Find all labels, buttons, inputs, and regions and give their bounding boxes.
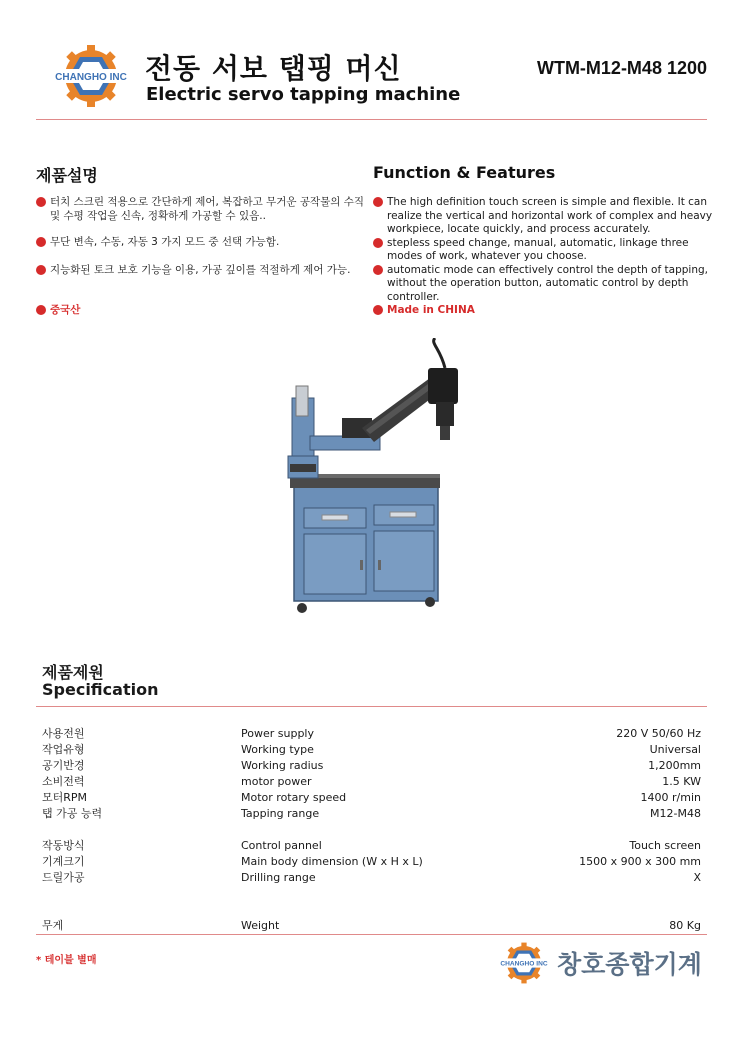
description-heading-ko: 제품설명: [36, 166, 98, 185]
spec-value: 220 V 50/60 Hz: [616, 727, 701, 740]
feature-text: The high definition touch screen is simple and flexible. It can realize the vertical and horizontal work of complex and heavy workpiece, locate quickly, and process accurately.: [387, 196, 713, 235]
spec-label-ko: 기계크기: [42, 855, 85, 868]
spec-label-en: Main body dimension (W x H x L): [241, 855, 423, 868]
spec-label-en: Working type: [241, 743, 314, 756]
spec-label-ko: 사용전원: [42, 727, 85, 740]
spec-label-ko: 소비전력: [42, 775, 85, 788]
table-row: [42, 870, 701, 886]
list-item: [373, 304, 723, 318]
spec-label-ko: 드릴가공: [42, 871, 85, 884]
table-row: [42, 774, 701, 790]
spec-label-ko: 탭 가공 능력: [42, 807, 103, 820]
table-sold-separately-note: * 테이블 별매: [36, 955, 97, 966]
description-heading-en: Function & Features: [373, 163, 556, 182]
bullet-dot-icon: [36, 305, 46, 315]
changho-gear-logo: [50, 45, 132, 107]
bullet-dot-icon: [36, 237, 46, 247]
table-row: [42, 838, 701, 854]
spec-label-ko: 공기반경: [42, 759, 85, 772]
list-item: [373, 196, 723, 237]
origin-text: 중국산: [50, 304, 81, 316]
header-divider: [36, 119, 707, 120]
spec-value: 1.5 KW: [662, 775, 701, 788]
spec-divider-top: [36, 706, 707, 707]
bullet-dot-icon: [373, 265, 383, 275]
spec-value: X: [693, 871, 701, 884]
spec-value: M12-M48: [650, 807, 701, 820]
table-row: [42, 806, 701, 822]
feature-text: stepless speed change, manual, automatic, linkage three modes of work, whatever you choose.: [387, 236, 689, 262]
spec-label-en: Working radius: [241, 759, 324, 772]
changho-gear-logo-footer: [497, 942, 551, 984]
spec-label-en: Drilling range: [241, 871, 316, 884]
spec-label-ko: 무게: [42, 919, 64, 932]
brand-name: 창호종합기계: [557, 950, 702, 979]
spec-label-en: motor power: [241, 775, 312, 788]
spec-label-en: Weight: [241, 919, 280, 932]
spec-label-en: Tapping range: [241, 807, 320, 820]
spec-label-ko: 작동방식: [42, 839, 85, 852]
spec-value: Universal: [649, 743, 701, 756]
features-list-ko: [36, 196, 366, 318]
table-row: [42, 918, 701, 934]
spec-heading-ko: 제품제원: [42, 663, 104, 682]
tapping-machine-image: [270, 338, 480, 620]
spec-label-ko: 모터RPM: [42, 791, 88, 804]
feature-text: 무단 변속, 수동, 자동 3 가지 모드 중 선택 가능함.: [50, 236, 280, 248]
table-row: [42, 790, 701, 806]
logo-text: CHANGHO INC: [55, 72, 127, 83]
spec-table: [42, 726, 701, 934]
spec-value: 80 Kg: [669, 919, 701, 932]
list-item: [373, 264, 723, 305]
bullet-dot-icon: [36, 197, 46, 207]
origin-text: Made in CHINA: [387, 304, 475, 316]
bullet-dot-icon: [373, 197, 383, 207]
spec-divider-bottom: [36, 934, 707, 935]
spec-value: 1,200mm: [648, 759, 701, 772]
spec-label-en: Control pannel: [241, 839, 322, 852]
table-row: [42, 758, 701, 774]
model-number: WTM-M12-M48 1200: [536, 58, 707, 78]
spec-label-ko: 작업유형: [42, 743, 85, 756]
list-item: [373, 237, 723, 264]
spec-value: Touch screen: [629, 839, 701, 852]
table-row: [42, 742, 701, 758]
spec-value: 1400 r/min: [640, 791, 701, 804]
bullet-dot-icon: [373, 238, 383, 248]
spec-value: 1500 x 900 x 300 mm: [579, 855, 701, 868]
title-korean: 전동 서보 탭핑 머신: [145, 52, 402, 85]
spec-heading-en: Specification: [42, 680, 159, 699]
list-item: [36, 264, 366, 278]
feature-text: automatic mode can effectively control the depth of tapping, without the operation button, automatic control by depth controller.: [387, 263, 708, 303]
list-item: [36, 304, 366, 318]
spec-label-en: Power supply: [241, 727, 314, 740]
table-row: [42, 854, 701, 870]
list-item: [36, 196, 366, 223]
feature-text: 지능화된 토크 보호 기능을 이용, 가공 깊이를 적절하게 제어 가능.: [50, 263, 351, 276]
spec-label-en: Motor rotary speed: [241, 791, 347, 804]
features-list-en: [373, 196, 723, 318]
table-row: [42, 726, 701, 742]
logo-text: CHANGHO INC: [500, 960, 548, 968]
title-english: Electric servo tapping machine: [146, 84, 461, 105]
bullet-dot-icon: [36, 265, 46, 275]
bullet-dot-icon: [373, 305, 383, 315]
list-item: [36, 236, 366, 250]
page-header: [0, 0, 743, 120]
feature-text: 터치 스크린 적용으로 간단하게 제어, 복잡하고 무거운 공작물의 수직 및 수평 작업을 신속, 정확하게 가공할 수 있음..: [50, 196, 365, 222]
